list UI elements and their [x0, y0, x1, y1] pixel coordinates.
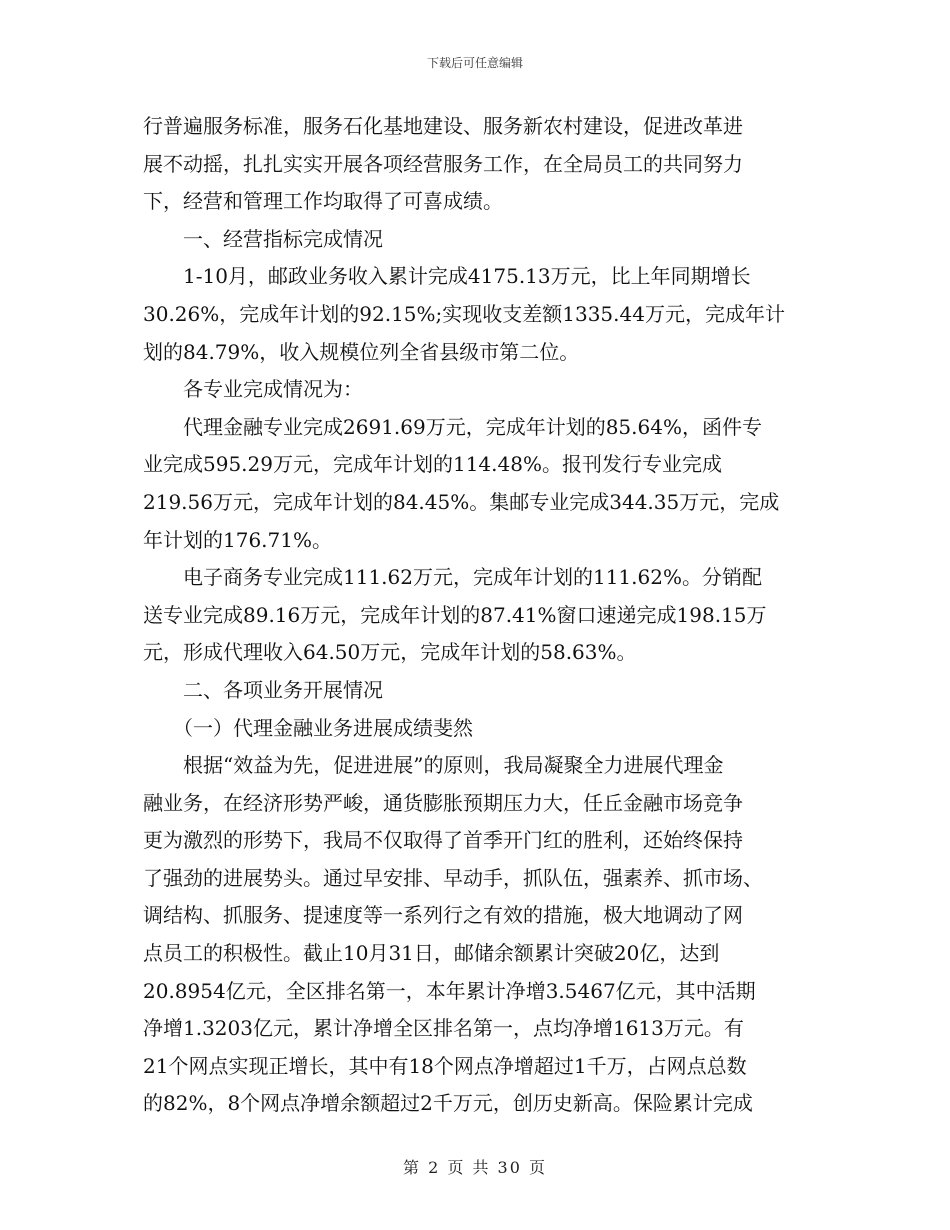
- text-line: 更为激烈的形势下，我局不仅取得了首季开门红的胜利，还始终保持: [143, 828, 743, 853]
- text-line: 调结构、抓服务、提速度等一系列行之有效的措施，极大地调动了网: [143, 903, 743, 928]
- text-line: 各专业完成情况为：: [143, 377, 363, 402]
- text-line: 根据“效益为先，促进进展”的原则，我局凝聚全力进展代理金: [143, 753, 724, 778]
- page-number: 第 2 页 共 30 页: [403, 1158, 547, 1177]
- text-line: 电子商务专业完成111.62万元，完成年计划的111.62%。分销配: [143, 565, 762, 590]
- text-line: 净增1.3203亿元，累计净增全区排名第一，点均净增1613万元。有: [143, 1016, 744, 1041]
- text-line: 元，形成代理收入64.50万元，完成年计划的58.63%。: [143, 640, 637, 665]
- text-line: 219.56万元，完成年计划的84.45%。集邮专业完成344.35万元，完成: [143, 489, 780, 514]
- text-line: 划的84.79%，收入规模位列全省县级市第二位。: [143, 339, 580, 364]
- subsection-heading: （一）代理金融业务进展成绩斐然: [143, 715, 473, 740]
- text-line: 融业务，在经济形势严峻，通货膨胀预期压力大，任丘金融市场竞争: [143, 790, 743, 815]
- text-line: 行普遍服务标准，服务石化基地建设、服务新农村建设，促进改革进: [143, 114, 743, 138]
- text-line: 20.8954亿元，全区排名第一，本年累计净增3.5467亿元，其中活期: [143, 978, 756, 1003]
- text-line: 1-10月，邮政业务收入累计完成4175.13万元，比上年同期增长: [143, 264, 751, 289]
- section-heading: 一、经营指标完成情况: [143, 226, 383, 251]
- document-body: [143, 108, 810, 1123]
- text-line: 的82%，8个网点净增余额超过2千万元，创历史新高。保险累计完成: [143, 1091, 753, 1116]
- text-line: 21个网点实现正增长，其中有18个网点净增超过1千万，占网点总数: [143, 1053, 747, 1078]
- text-line: 代理金融专业完成2691.69万元，完成年计划的85.64%，函件专: [143, 414, 762, 439]
- text-line: 30.26%，完成年计划的92.15%;实现收支差额1335.44万元，完成年计: [143, 301, 785, 326]
- text-line: 送专业完成89.16万元，完成年计划的87.41%窗口速递完成198.15万: [143, 602, 767, 627]
- text-line: 了强劲的进展势头。通过早安排、早动手，抓队伍，强素养、抓市场、: [143, 865, 763, 890]
- section-heading: 二、各项业务开展情况: [143, 677, 383, 702]
- text-line: 业完成595.29万元，完成年计划的114.48%。报刊发行专业完成: [143, 452, 722, 477]
- text-line: 点员工的积极性。截止10月31日，邮储余额累计突破20亿，达到: [143, 941, 720, 966]
- text-line: 下，经营和管理工作均取得了可喜成绩。: [143, 189, 503, 214]
- page-header-note: 下载后可任意编辑: [426, 56, 523, 70]
- text-line: 年计划的176.71%。: [143, 527, 332, 552]
- text-line: 展不动摇，扎扎实实开展各项经营服务工作，在全局员工的共同努力: [143, 151, 743, 176]
